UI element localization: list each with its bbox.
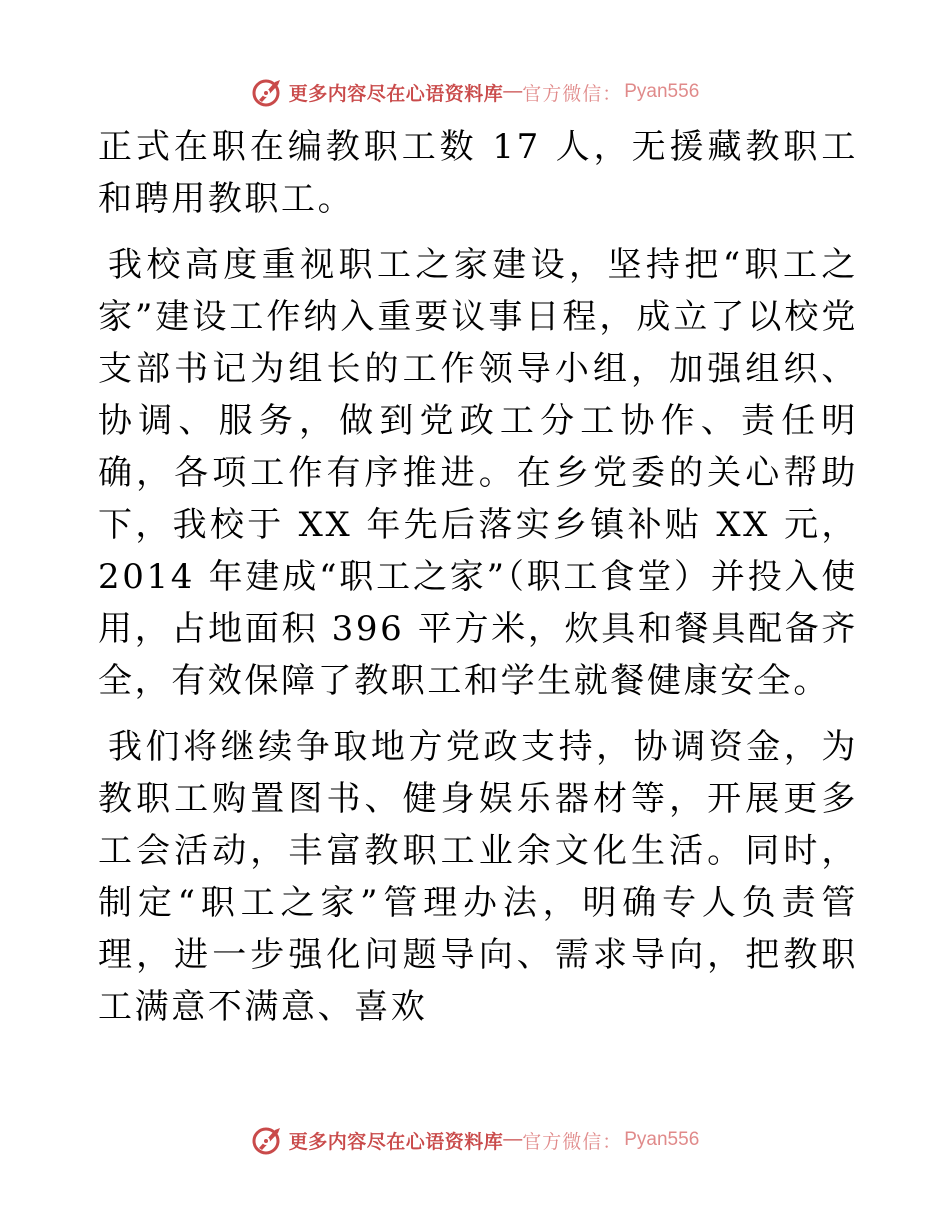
document-body xyxy=(98,121,858,1033)
paragraph-1: 正式在职在编教职工数 17 人，无援藏教职工和聘用教职工。 xyxy=(98,127,858,219)
pen-logo-icon xyxy=(251,76,285,108)
banner-site-name: 更多内容尽在心语资料库 xyxy=(288,83,504,105)
pen-logo-icon xyxy=(251,1124,285,1156)
header-watermark-banner xyxy=(0,76,950,108)
footer-watermark-banner xyxy=(0,1124,950,1156)
banner-wechat-id: Pyan556 xyxy=(624,1129,700,1150)
banner-wechat-label: 官方微信： xyxy=(522,1131,623,1153)
banner-dash: — xyxy=(503,81,523,102)
banner-site-name: 更多内容尽在心语资料库 xyxy=(288,1131,504,1153)
banner-dash: — xyxy=(503,1129,523,1150)
paragraph-3: 我们将继续争取地方党政支持，协调资金，为教职工购置图书、健身娱乐器材等，开展更多工会活动，丰富教职工业余文化生活。同时，制定“职工之家”管理办法，明确专人负责管理，进一步强化问题导向、需求导向，把教职工满意不满意、喜欢 xyxy=(98,727,858,1027)
banner-wechat-label: 官方微信： xyxy=(522,83,623,105)
paragraph-2: 我校高度重视职工之家建设，坚持把“职工之家”建设工作纳入重要议事日程，成立了以校党支部书记为组长的工作领导小组，加强组织、协调、服务，做到党政工分工协作、责任明确，各项工作有序推进。在乡党委的关心帮助下，我校于 XX 年先后落实乡镇补贴 XX 元，2014 年建成“职工之家”（职工食堂）并投入使用，占地面积 396 平方米，炊具和餐具配备齐全，有效保障了教职工和学生就餐健康安全。 xyxy=(98,245,858,701)
banner-wechat-id: Pyan556 xyxy=(624,81,700,102)
